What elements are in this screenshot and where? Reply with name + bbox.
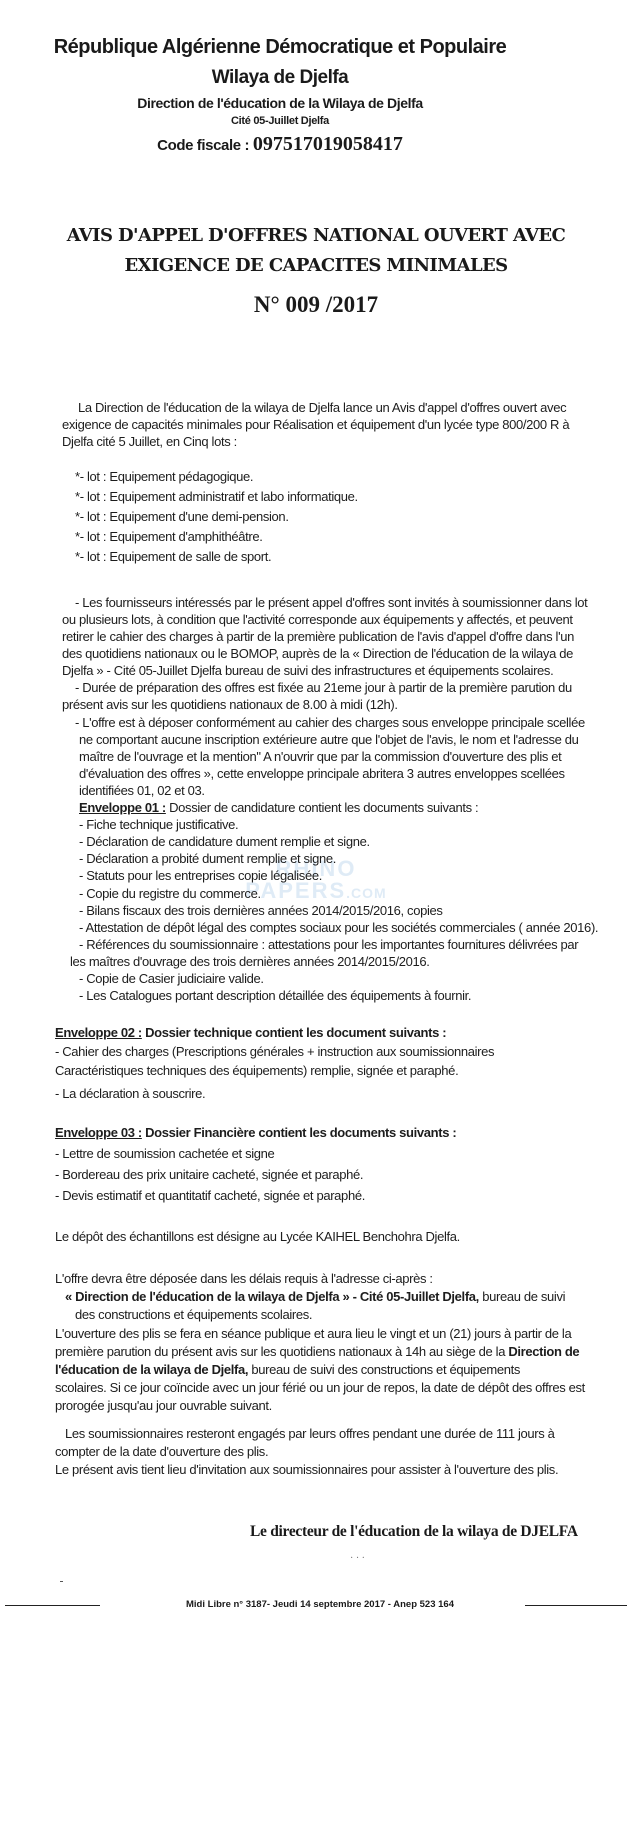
lot-item: *- lot : Equipement pédagogique. [75,469,254,484]
list-item: - La déclaration à souscrire. [55,1086,206,1101]
body-line: prorogée jusqu'au jour ouvrable suivant. [55,1398,272,1413]
body-line: Le présent avis tient lieu d'invitation aux soumissionnaires pour assister à l'ouverture des plis. [55,1462,559,1477]
body-line: - Durée de préparation des offres est fixée au 21eme jour à partir de la première parution du [75,680,572,695]
list-item: - Déclaration a probité dument remplie et signe. [79,851,337,866]
fiscal-code-label: Code fiscale : [157,137,253,154]
body-bold: Direction de [508,1344,580,1359]
body-line: ou plusieurs lots, à condition que l'activité corresponde aux équipements y affectés, et peuvent [62,612,573,627]
list-item: - Déclaration de candidature dument remplie et signe. [79,834,370,849]
body-line: Les soumissionnaires resteront engagés par leurs offres pendant une durée de 111 jours à [65,1426,555,1441]
body-bold: l'éducation de la wilaya de Djelfa, [55,1362,249,1377]
list-item: - Fiche technique justificative. [79,817,239,832]
list-item: - Lettre de soumission cachetée et signe [55,1146,275,1161]
envelope-01-label: Enveloppe 01 : [79,800,166,815]
fiscal-code-number: 097517019058417 [252,133,403,155]
list-item: Caractéristiques techniques des équipements) remplie, signée et paraphé. [55,1063,459,1078]
body-line: ne comportant aucune inscription extérieure autre que l'objet de l'avis, le nom et l'adresse du [79,732,579,747]
envelope-03-label: Enveloppe 03 : [55,1125,142,1140]
body-line: L'offre devra être déposée dans les délais requis à l'adresse ci-après : [55,1271,433,1286]
envelope-02-heading [55,1024,446,1041]
body-line: des constructions et équipements scolaires. [75,1307,313,1322]
body-line-mixed [55,1379,585,1396]
margin-tick [60,1581,63,1582]
body-line: Le dépôt des échantillons est désigne au Lycée KAIHEL Benchohra Djelfa. [55,1229,460,1244]
lot-item: *- lot : Equipement de salle de sport. [75,549,272,564]
footer-rule-right [525,1605,627,1606]
body-line: compter de la date d'ouverture des plis. [55,1444,269,1459]
body-line: exigence de capacités minimales pour Réalisation et équipement d'un lycée type 800/200 R à [62,417,570,432]
body-text: première parution du présent avis sur les quotidiens nationaux à 14h au siège de la [55,1344,509,1359]
republic-line: République Algérienne Démocratique et Populaire [53,36,507,58]
envelope-03-desc: Dossier Financière contient les documents suivants : [141,1125,457,1140]
signature-line: Le directeur de l'éducation de la wilaya de DJELFA [250,1523,578,1540]
body-line: - L'offre est à déposer conformément au cahier des charges sous enveloppe principale scellée [75,715,585,730]
list-item: - Bilans fiscaux des trois dernières années 2014/2015/2016, copies [79,903,443,918]
lot-item: *- lot : Equipement administratif et labo informatique. [75,489,358,504]
list-item: - Copie de Casier judiciaire valide. [79,971,264,986]
fiscal-code [0,134,560,156]
list-item: - Références du soumissionnaire : attestations pour les importantes fournitures délivrées par [79,937,579,952]
address-bold: « Direction de l'éducation de la wilaya de Djelfa » - Cité 05-Juillet Djelfa, [65,1289,479,1304]
address-rest: bureau de suivi [478,1289,566,1304]
notice-title [0,222,632,320]
list-item: - Copie du registre du commerce. [79,886,261,901]
envelope-02-desc: Dossier technique contient les document suivants : [141,1025,447,1040]
body-line: L'ouverture des plis se fera en séance publique et aura lieu le vingt et un (21) jours à partir de la [55,1326,572,1341]
watermark-line-1: RHINO [275,856,357,881]
wilaya-line: Wilaya de Djelfa [211,67,349,88]
address-line: Cité 05-Juillet Djelfa [231,115,329,127]
body-text: bureau de suivi des constructions et équipements [248,1362,521,1377]
body-text: . Si ce jour coïncide avec un jour férié ou un jour de repos, la date de dépôt des offres est [103,1380,585,1395]
body-text: scolaires [55,1380,104,1395]
body-line-mixed [55,1361,520,1378]
watermark-suffix: .COM [346,885,387,901]
footer-rule-left [5,1605,100,1606]
title-line-1: AVIS D'APPEL D'OFFRES NATIONAL OUVERT AVEC [66,225,566,246]
body-line: d'évaluation des offres », cette enveloppe principale abritera 3 autres enveloppes scellées [79,766,565,781]
body-line: retirer le cahier des charges à partir de la première publication de l'avis d'appel d'offre dans l'un [62,629,574,644]
lot-item: *- lot : Equipement d'une demi-pension. [75,509,289,524]
body-line: maître de l'ouvrage et la mention" A n'ouvrir que par la commission d'ouverture des plis et [79,749,562,764]
envelope-01-desc: Dossier de candidature contient les documents suivants : [165,800,479,815]
body-line: La Direction de l'éducation de la wilaya de Djelfa lance un Avis d'appel d'offres ouvert avec [78,400,567,415]
body-line: présent avis sur les quotidiens nationaux de 8.00 à midi (12h). [62,697,398,712]
envelope-01-heading [79,799,478,816]
list-item: les maîtres d'ouvrage des trois dernières années 2014/2015/2016. [70,954,430,969]
body-line: identifiées 01, 02 et 03. [79,783,205,798]
envelope-02-label: Enveloppe 02 : [55,1025,142,1040]
envelope-03-heading [55,1124,456,1141]
publication-footer: Midi Libre n° 3187- Jeudi 14 septembre 2017 - Anep 523 164 [186,1599,454,1610]
watermark-line-2: PAPERS [245,878,347,903]
body-line: des quotidiens nationaux ou le BOMOP, auprès de la « Direction de l'éducation de la wilaya de [62,646,573,661]
body-line: Djelfa cité 5 Juillet, en Cinq lots : [62,434,237,449]
body-line: - Les fournisseurs intéressés par le présent appel d'offres sont invités à soumissionner dans lot [75,595,588,610]
title-line-2: EXIGENCE DE CAPACITES MINIMALES [124,255,508,276]
list-item: - Attestation de dépôt légal des comptes sociaux pour les sociétés commerciales ( année 2016). [79,920,599,935]
list-item: - Les Catalogues portant description détaillée des équipements à fournir. [79,988,472,1003]
notice-number: N° 009 /2017 [253,292,379,317]
list-item: - Statuts pour les entreprises copie légalisée. [79,868,322,883]
list-item: - Bordereau des prix unitaire cacheté, signée et paraphé. [55,1167,364,1182]
ink-mark: · · · [350,1553,365,1564]
body-line-mixed [55,1343,579,1360]
direction-line: Direction de l'éducation de la Wilaya de Djelfa [137,95,423,111]
body-line: Djelfa » - Cité 05-Juillet Djelfa bureau de suivi des infrastructures et équipements scolaires. [62,663,554,678]
address-paragraph [65,1288,565,1305]
list-item: - Cahier des charges (Prescriptions générales + instruction aux soumissionnaires [55,1044,495,1059]
list-item: - Devis estimatif et quantitatif cacheté, signée et paraphé. [55,1188,365,1203]
notice-header [0,34,560,156]
lot-item: *- lot : Equipement d'amphithéâtre. [75,529,263,544]
